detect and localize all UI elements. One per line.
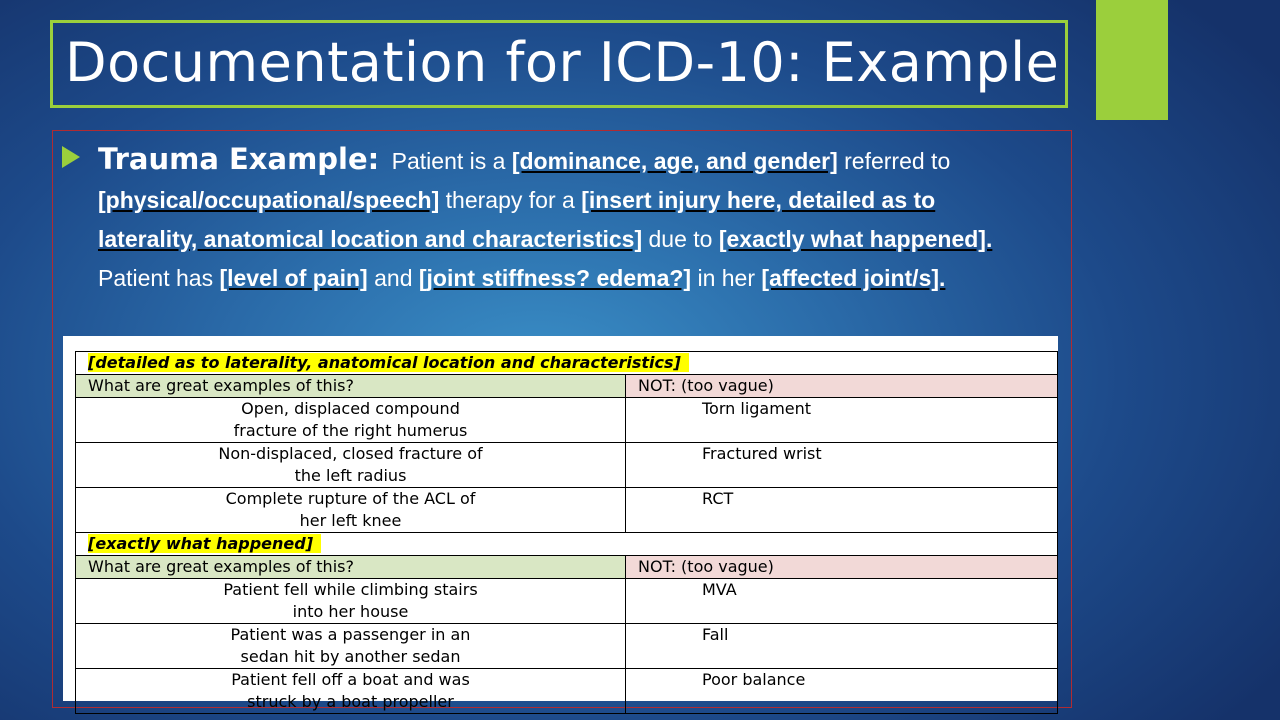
good-example-line: the left radius [294,466,407,485]
table-row [76,579,1058,624]
paragraph-text: and [367,265,419,291]
good-example-line: into her house [292,602,409,621]
vague-example: Fractured wrist [626,443,1058,488]
good-example-line: Patient was a passenger in an [230,625,471,644]
paragraph-text: due to [642,226,719,252]
good-example-line: Complete rupture of the ACL of [225,489,476,508]
section-row [76,533,1058,556]
section-row [76,352,1058,375]
paragraph-lead: Trauma Example: [98,142,380,176]
good-example-line: fracture of the right humerus [233,421,468,440]
paragraph-text: in her [691,265,762,291]
table-row [76,443,1058,488]
trauma-paragraph [98,140,1038,298]
table-row [76,669,1058,714]
paragraph-text: therapy for a [439,187,582,213]
triangle-bullet-icon [62,146,80,168]
vague-example: Fall [626,624,1058,669]
placeholder-pain: [level of pain] [219,265,368,291]
good-example-line: Patient fell off a boat and was [231,670,470,689]
vague-examples-header: NOT: (too vague) [626,375,1058,398]
good-example-line: her left knee [299,511,402,530]
placeholder-stiffness: [joint stiffness? edema?] [418,265,692,291]
good-example-line: Non-displaced, closed fracture of [218,444,483,463]
table-row [76,398,1058,443]
vague-example: RCT [626,488,1058,533]
table-row [76,488,1058,533]
vague-example: MVA [626,579,1058,624]
placeholder-joint: [affected joint/s]. [761,265,946,291]
section-label: [exactly what happened] [88,534,321,553]
placeholder-therapy-type: [physical/occupational/speech] [98,187,440,213]
vague-example: Torn ligament [626,398,1058,443]
vague-example: Poor balance [626,669,1058,714]
examples-table [75,351,1058,714]
slide-title: Documentation for ICD-10: Example [65,31,1060,94]
header-row [76,556,1058,579]
title-box [50,20,1068,108]
examples-table-image [63,336,1058,711]
paragraph-text: referred to [837,148,951,174]
good-example-line: Open, displaced compound [241,399,460,418]
good-example-line: sedan hit by another sedan [240,647,461,666]
section-label: [detailed as to laterality, anatomical location and characteristics] [88,353,689,372]
paragraph-text: Patient is a [391,148,512,174]
placeholder-injury: [insert injury here, detailed as to laterality, anatomical location and characteristics] [98,187,936,252]
good-examples-header: What are great examples of this? [76,556,626,579]
placeholder-what-happened: [exactly what happened]. [718,226,993,252]
accent-bar [1096,0,1168,120]
good-example-line: struck by a boat propeller [247,692,454,711]
vague-examples-header: NOT: (too vague) [626,556,1058,579]
good-example-line: Patient fell while climbing stairs [223,580,478,599]
table-row [76,624,1058,669]
placeholder-demographics: [dominance, age, and gender] [511,148,838,174]
header-row [76,375,1058,398]
paragraph-text: Patient has [98,265,220,291]
good-examples-header: What are great examples of this? [76,375,626,398]
